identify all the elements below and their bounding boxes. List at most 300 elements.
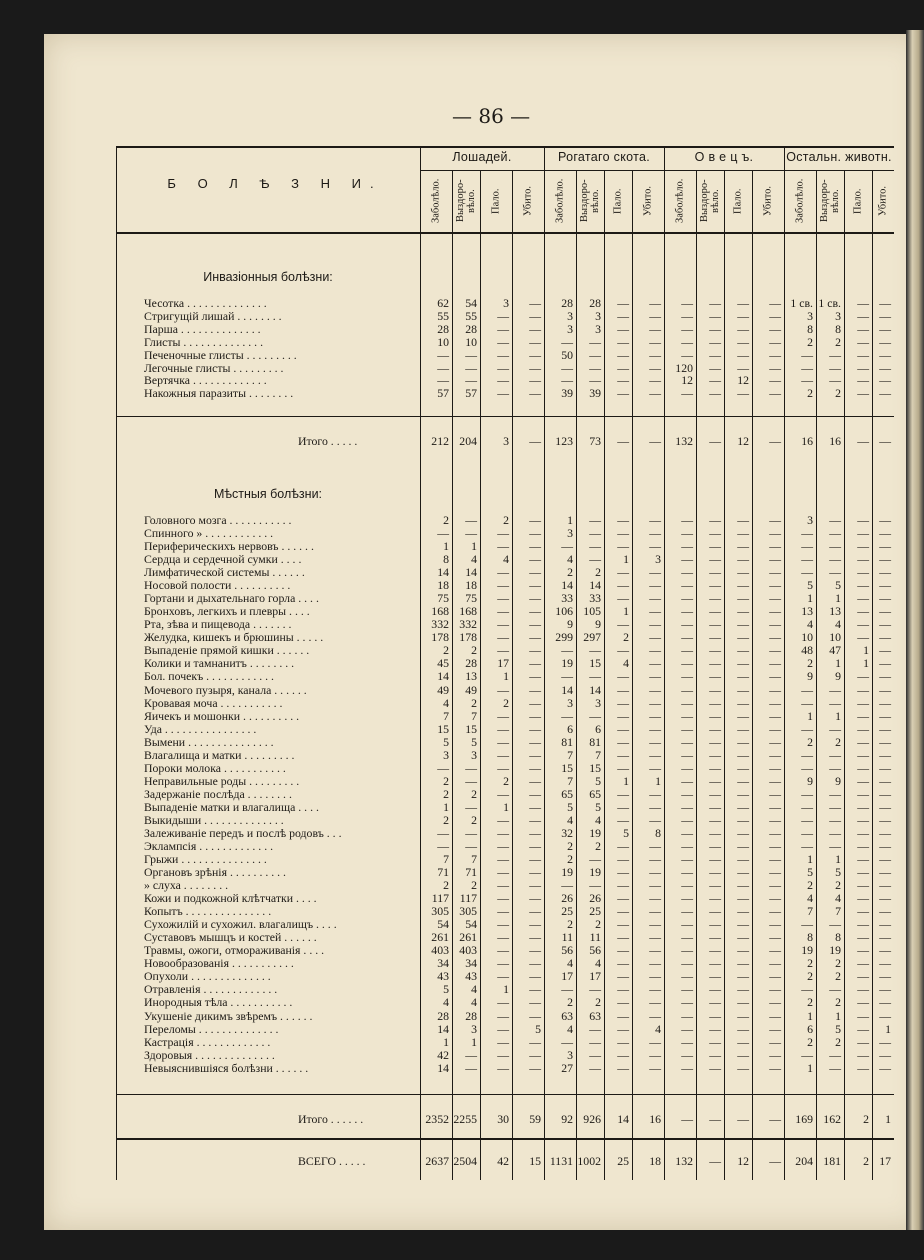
section-title: Инвазіонныя болѣзни: bbox=[203, 270, 333, 284]
table-cell: — bbox=[649, 308, 661, 323]
table-cell: — bbox=[879, 630, 891, 645]
row-label: Спинного » . . . . . . . . . . . . bbox=[144, 527, 274, 541]
table-cell: — bbox=[801, 825, 813, 840]
table-cell: — bbox=[709, 878, 721, 893]
table-cell: — bbox=[561, 982, 573, 997]
table-cell: 3 bbox=[567, 1047, 573, 1062]
table-cell: — bbox=[769, 1112, 781, 1126]
table-row bbox=[116, 349, 894, 362]
table-cell: — bbox=[529, 1047, 541, 1062]
table-cell: — bbox=[529, 630, 541, 645]
table-cell: 3 bbox=[807, 513, 813, 527]
table-cell: — bbox=[649, 1060, 661, 1075]
table-cell: — bbox=[709, 617, 721, 632]
table-cell: 1 bbox=[443, 1034, 449, 1049]
table-cell: — bbox=[769, 669, 781, 684]
table-cell: 2 bbox=[863, 1154, 869, 1168]
table-cell: — bbox=[829, 526, 841, 541]
table-cell: — bbox=[879, 721, 891, 736]
table-cell: — bbox=[737, 839, 749, 853]
table-cell: — bbox=[857, 604, 869, 619]
table-cell: — bbox=[709, 721, 721, 736]
column-subheader: Выздоро-вѣло. bbox=[819, 179, 841, 223]
table-cell: 57 bbox=[437, 386, 449, 401]
table-cell: — bbox=[681, 852, 693, 867]
row-label: Рта, зѣва и пищевода . . . . . . . bbox=[144, 618, 292, 632]
table-cell: 926 bbox=[583, 1112, 601, 1126]
table-row bbox=[116, 336, 894, 349]
table-cell: — bbox=[617, 1021, 629, 1036]
table-cell: — bbox=[709, 852, 721, 867]
table-cell: — bbox=[857, 721, 869, 736]
table-cell: — bbox=[529, 360, 541, 375]
table-cell: 2 bbox=[443, 786, 449, 801]
table-cell: — bbox=[681, 386, 693, 401]
table-cell: — bbox=[497, 1060, 509, 1075]
table-cell: — bbox=[769, 434, 781, 448]
table-cell: — bbox=[857, 708, 869, 723]
column-subheader: Заболѣло. bbox=[554, 178, 566, 224]
table-cell: — bbox=[617, 1008, 629, 1023]
table-cell: — bbox=[589, 643, 601, 658]
table-cell: 49 bbox=[465, 682, 477, 697]
table-cell: 10 bbox=[465, 334, 477, 349]
table-cell: — bbox=[769, 878, 781, 893]
table-cell: — bbox=[497, 591, 509, 606]
table-cell: — bbox=[649, 617, 661, 632]
table-cell: — bbox=[681, 708, 693, 723]
table-cell: — bbox=[709, 591, 721, 606]
row-label: Парша . . . . . . . . . . . . . . bbox=[144, 322, 261, 336]
table-cell: — bbox=[737, 682, 749, 697]
table-cell: — bbox=[879, 565, 891, 580]
table-cell: 3 bbox=[567, 695, 573, 710]
table-cell: — bbox=[879, 891, 891, 906]
table-cell: 1 bbox=[443, 539, 449, 554]
table-cell: — bbox=[497, 643, 509, 658]
table-cell: — bbox=[709, 1112, 721, 1126]
table-cell: 178 bbox=[431, 630, 449, 645]
table-cell: — bbox=[617, 669, 629, 684]
row-label: Инородныя тѣла . . . . . . . . . . . bbox=[144, 996, 293, 1010]
table-cell: — bbox=[709, 943, 721, 958]
table-cell: — bbox=[681, 878, 693, 893]
table-row bbox=[116, 723, 894, 736]
table-cell: — bbox=[737, 591, 749, 606]
table-cell: — bbox=[879, 747, 891, 762]
row-label: Задержаніе послѣда . . . . . . . . bbox=[144, 787, 292, 801]
column-subheader: Выздоро-вѣло. bbox=[579, 179, 601, 223]
table-cell: — bbox=[857, 591, 869, 606]
table-cell: — bbox=[649, 982, 661, 997]
table-cell: — bbox=[829, 373, 841, 388]
table-cell: — bbox=[857, 799, 869, 814]
table-cell: 16 bbox=[801, 434, 813, 448]
table-cell: — bbox=[709, 904, 721, 919]
table-cell: — bbox=[529, 891, 541, 906]
table-cell: — bbox=[497, 760, 509, 775]
table-cell: — bbox=[681, 839, 693, 853]
table-cell: — bbox=[589, 982, 601, 997]
table-cell: — bbox=[529, 786, 541, 801]
table-cell: — bbox=[589, 334, 601, 349]
table-cell: — bbox=[497, 734, 509, 749]
table-cell: — bbox=[737, 865, 749, 880]
table-cell: — bbox=[649, 578, 661, 593]
column-subheader: Заболѣло. bbox=[430, 178, 442, 224]
table-cell: — bbox=[857, 552, 869, 567]
table-cell: — bbox=[529, 347, 541, 362]
table-cell: 1 bbox=[835, 708, 841, 723]
table-cell: — bbox=[681, 930, 693, 945]
table-cell: — bbox=[879, 513, 891, 527]
table-cell: — bbox=[737, 760, 749, 775]
table-cell: 2 bbox=[807, 956, 813, 971]
table-cell: — bbox=[737, 1034, 749, 1049]
table-cell: — bbox=[649, 747, 661, 762]
table-cell: — bbox=[769, 865, 781, 880]
table-cell: 3 bbox=[807, 308, 813, 323]
table-cell: — bbox=[681, 347, 693, 362]
table-cell: — bbox=[529, 1008, 541, 1023]
table-cell: — bbox=[829, 799, 841, 814]
table-cell: — bbox=[437, 360, 449, 375]
row-label: Накожныя паразиты . . . . . . . . bbox=[144, 387, 294, 401]
row-label: Сердца и сердечной сумки . . . . bbox=[144, 553, 302, 567]
table-cell: — bbox=[769, 734, 781, 749]
table-cell: — bbox=[879, 321, 891, 336]
table-cell: 2 bbox=[807, 734, 813, 749]
table-cell: — bbox=[649, 321, 661, 336]
table-cell: — bbox=[649, 682, 661, 697]
table-cell: — bbox=[709, 656, 721, 671]
table-cell: 2 bbox=[471, 878, 477, 893]
table-cell: — bbox=[857, 852, 869, 867]
table-cell: 1 bbox=[503, 669, 509, 684]
table-row bbox=[116, 644, 894, 657]
table-cell: — bbox=[769, 760, 781, 775]
table-cell: — bbox=[589, 552, 601, 567]
table-cell: 2 bbox=[807, 878, 813, 893]
table-cell: — bbox=[709, 604, 721, 619]
row-label: Выпаденіе матки и влагалища . . . . bbox=[144, 800, 319, 814]
table-cell: — bbox=[681, 1060, 693, 1075]
table-cell: 4 bbox=[471, 982, 477, 997]
table-cell: — bbox=[769, 643, 781, 658]
table-cell: — bbox=[879, 373, 891, 388]
table-cell: — bbox=[529, 904, 541, 919]
table-cell: 305 bbox=[431, 904, 449, 919]
table-cell: — bbox=[769, 839, 781, 853]
table-cell: — bbox=[681, 995, 693, 1010]
table-cell: — bbox=[857, 617, 869, 632]
section-total-rule bbox=[116, 1094, 894, 1095]
table-cell: — bbox=[737, 1008, 749, 1023]
table-cell: — bbox=[589, 539, 601, 554]
table-cell: — bbox=[709, 995, 721, 1010]
table-cell: — bbox=[769, 386, 781, 401]
table-cell: — bbox=[681, 812, 693, 827]
table-cell: — bbox=[681, 734, 693, 749]
table-row bbox=[116, 970, 894, 983]
table-cell: — bbox=[529, 526, 541, 541]
row-label: Носовой полости . . . . . . . . . . bbox=[144, 579, 291, 593]
table-cell: — bbox=[617, 995, 629, 1010]
table-cell: — bbox=[681, 513, 693, 527]
table-row bbox=[116, 944, 894, 957]
table-cell: 5 bbox=[443, 982, 449, 997]
table-cell: 15 bbox=[437, 721, 449, 736]
column-group-header: Лошадей. bbox=[452, 150, 512, 164]
table-cell: 5 bbox=[623, 825, 629, 840]
table-cell: — bbox=[709, 734, 721, 749]
row-label: Желудка, кишекъ и брюшины . . . . . bbox=[144, 631, 324, 645]
table-cell: 1 bbox=[443, 799, 449, 814]
table-cell: — bbox=[709, 513, 721, 527]
table-cell: — bbox=[769, 721, 781, 736]
table-cell: — bbox=[769, 825, 781, 840]
table-cell: — bbox=[681, 643, 693, 658]
table-cell: — bbox=[737, 604, 749, 619]
row-label: ВСЕГО . . . . . bbox=[298, 1155, 366, 1168]
table-cell: 3 bbox=[567, 321, 573, 336]
table-cell: — bbox=[617, 321, 629, 336]
table-cell: — bbox=[829, 360, 841, 375]
table-cell: 43 bbox=[437, 969, 449, 984]
table-cell: 3 bbox=[595, 308, 601, 323]
row-label: Периферическихъ нервовъ . . . . . . bbox=[144, 540, 314, 554]
table-cell: 47 bbox=[829, 643, 841, 658]
table-cell: 6 bbox=[567, 721, 573, 736]
table-cell: — bbox=[709, 982, 721, 997]
table-cell: 5 bbox=[443, 734, 449, 749]
table-cell: — bbox=[737, 799, 749, 814]
table-cell: — bbox=[737, 852, 749, 867]
table-cell: 2 bbox=[471, 812, 477, 827]
row-label: Неправильные роды . . . . . . . . . bbox=[144, 774, 300, 788]
row-label: Выкидыши . . . . . . . . . . . . . . bbox=[144, 813, 284, 827]
table-cell: — bbox=[497, 360, 509, 375]
table-cell: — bbox=[737, 578, 749, 593]
table-cell: — bbox=[801, 373, 813, 388]
table-cell: — bbox=[529, 513, 541, 527]
table-cell: — bbox=[649, 865, 661, 880]
column-subheader: Пало. bbox=[612, 188, 624, 214]
table-cell: 13 bbox=[465, 669, 477, 684]
row-label: Кожи и подкожной клѣтчатки . . . . bbox=[144, 892, 317, 906]
table-row bbox=[116, 684, 894, 697]
table-cell: 2 bbox=[835, 1034, 841, 1049]
table-cell: — bbox=[801, 526, 813, 541]
table-cell: — bbox=[857, 308, 869, 323]
table-cell: — bbox=[649, 695, 661, 710]
table-cell: — bbox=[561, 334, 573, 349]
table-cell: — bbox=[879, 852, 891, 867]
table-cell: 4 bbox=[567, 812, 573, 827]
table-cell: — bbox=[801, 552, 813, 567]
table-cell: — bbox=[529, 669, 541, 684]
table-cell: — bbox=[649, 434, 661, 448]
table-cell: — bbox=[649, 956, 661, 971]
table-cell: — bbox=[681, 721, 693, 736]
table-cell: — bbox=[649, 347, 661, 362]
table-cell: — bbox=[589, 1034, 601, 1049]
table-cell: — bbox=[589, 526, 601, 541]
table-cell: — bbox=[649, 656, 661, 671]
table-cell: 305 bbox=[459, 904, 477, 919]
table-cell: — bbox=[465, 839, 477, 853]
table-cell: — bbox=[617, 617, 629, 632]
table-top-rule bbox=[116, 146, 894, 148]
table-cell: 3 bbox=[471, 1021, 477, 1036]
table-cell: — bbox=[589, 1060, 601, 1075]
table-cell: 17 bbox=[589, 969, 601, 984]
table-cell: — bbox=[879, 799, 891, 814]
table-cell: — bbox=[617, 747, 629, 762]
table-cell: — bbox=[801, 917, 813, 932]
table-cell: 1 bbox=[885, 1112, 891, 1126]
table-cell: 3 bbox=[655, 552, 661, 567]
table-cell: — bbox=[589, 347, 601, 362]
table-cell: — bbox=[529, 865, 541, 880]
table-cell: — bbox=[561, 373, 573, 388]
table-cell: 1 bbox=[863, 656, 869, 671]
table-cell: 403 bbox=[431, 943, 449, 958]
table-cell: — bbox=[737, 669, 749, 684]
table-cell: — bbox=[857, 930, 869, 945]
table-cell: 7 bbox=[443, 852, 449, 867]
table-cell: — bbox=[497, 386, 509, 401]
table-cell: 212 bbox=[431, 434, 449, 448]
table-cell: 43 bbox=[465, 969, 477, 984]
table-cell: 16 bbox=[649, 1112, 661, 1126]
table-row bbox=[116, 618, 894, 631]
table-cell: 15 bbox=[589, 760, 601, 775]
table-cell: — bbox=[879, 917, 891, 932]
table-cell: — bbox=[857, 1008, 869, 1023]
table-cell: — bbox=[529, 434, 541, 448]
table-cell: — bbox=[681, 943, 693, 958]
table-cell: — bbox=[857, 825, 869, 840]
row-label: Глисты . . . . . . . . . . . . . . bbox=[144, 335, 264, 349]
table-cell: — bbox=[529, 552, 541, 567]
table-cell: 19 bbox=[589, 865, 601, 880]
table-cell: — bbox=[709, 308, 721, 323]
table-cell: — bbox=[709, 578, 721, 593]
table-cell: 11 bbox=[589, 930, 601, 945]
table-cell: 28 bbox=[589, 296, 601, 310]
table-cell: 18 bbox=[465, 578, 477, 593]
table-cell: — bbox=[649, 799, 661, 814]
table-cell: 8 bbox=[835, 321, 841, 336]
row-label: Кровавая моча . . . . . . . . . . . bbox=[144, 696, 283, 710]
row-label: Залеживаніе передъ и послѣ родовъ . . . bbox=[144, 826, 342, 840]
row-label: Эклампсія . . . . . . . . . . . . . bbox=[144, 840, 274, 853]
table-cell: — bbox=[769, 539, 781, 554]
table-cell: — bbox=[681, 799, 693, 814]
table-cell: — bbox=[709, 347, 721, 362]
table-cell: — bbox=[709, 539, 721, 554]
table-cell: — bbox=[857, 434, 869, 448]
table-cell: 1 bbox=[807, 852, 813, 867]
table-cell: 7 bbox=[471, 852, 477, 867]
table-cell: 12 bbox=[737, 1154, 749, 1168]
row-label: Уда . . . . . . . . . . . . . . . . bbox=[144, 722, 257, 736]
table-cell: — bbox=[737, 982, 749, 997]
table-cell: 39 bbox=[561, 386, 573, 401]
table-cell: — bbox=[681, 969, 693, 984]
table-cell: — bbox=[617, 373, 629, 388]
table-cell: 4 bbox=[443, 995, 449, 1010]
table-cell: — bbox=[681, 760, 693, 775]
table-cell: — bbox=[829, 721, 841, 736]
table-cell: — bbox=[497, 969, 509, 984]
table-cell: 168 bbox=[431, 604, 449, 619]
table-cell: — bbox=[709, 1008, 721, 1023]
table-cell: — bbox=[529, 734, 541, 749]
table-cell: — bbox=[737, 943, 749, 958]
table-cell: — bbox=[801, 347, 813, 362]
table-cell: — bbox=[681, 1008, 693, 1023]
table-cell: 56 bbox=[561, 943, 573, 958]
table-cell: 12 bbox=[681, 373, 693, 388]
table-cell: 81 bbox=[589, 734, 601, 749]
table-cell: — bbox=[529, 695, 541, 710]
table-cell: — bbox=[617, 839, 629, 853]
table-cell: — bbox=[857, 891, 869, 906]
table-cell: — bbox=[497, 1047, 509, 1062]
table-cell: — bbox=[649, 591, 661, 606]
table-cell: 25 bbox=[561, 904, 573, 919]
row-label: Отравленія . . . . . . . . . . . . . bbox=[144, 983, 278, 997]
table-cell: — bbox=[879, 604, 891, 619]
table-row bbox=[116, 553, 894, 566]
table-cell: 14 bbox=[437, 1060, 449, 1075]
table-row bbox=[116, 310, 894, 323]
table-cell: — bbox=[737, 630, 749, 645]
table-cell: 2 bbox=[863, 1112, 869, 1126]
table-cell: 15 bbox=[465, 721, 477, 736]
table-cell: — bbox=[857, 812, 869, 827]
table-cell: 10 bbox=[829, 630, 841, 645]
table-cell: — bbox=[529, 956, 541, 971]
table-cell: — bbox=[497, 917, 509, 932]
table-cell: — bbox=[561, 708, 573, 723]
table-cell: — bbox=[617, 786, 629, 801]
table-cell: 1 bbox=[567, 513, 573, 527]
table-cell: — bbox=[769, 296, 781, 310]
table-cell: — bbox=[879, 552, 891, 567]
table-cell: — bbox=[529, 321, 541, 336]
row-label: Гортани и дыхательнаго горла . . . . bbox=[144, 592, 319, 606]
table-cell: 1 bbox=[655, 773, 661, 788]
table-cell: 5 bbox=[835, 865, 841, 880]
table-cell: — bbox=[879, 296, 891, 310]
table-cell: 9 bbox=[835, 773, 841, 788]
table-cell: — bbox=[801, 799, 813, 814]
table-cell: — bbox=[617, 682, 629, 697]
table-cell: — bbox=[709, 526, 721, 541]
table-cell: 15 bbox=[589, 656, 601, 671]
table-cell: — bbox=[737, 747, 749, 762]
table-cell: — bbox=[709, 565, 721, 580]
table-cell: — bbox=[829, 347, 841, 362]
table-cell: — bbox=[857, 969, 869, 984]
table-cell: — bbox=[829, 565, 841, 580]
table-cell: — bbox=[617, 930, 629, 945]
table-cell: — bbox=[529, 773, 541, 788]
table-cell: 9 bbox=[807, 773, 813, 788]
